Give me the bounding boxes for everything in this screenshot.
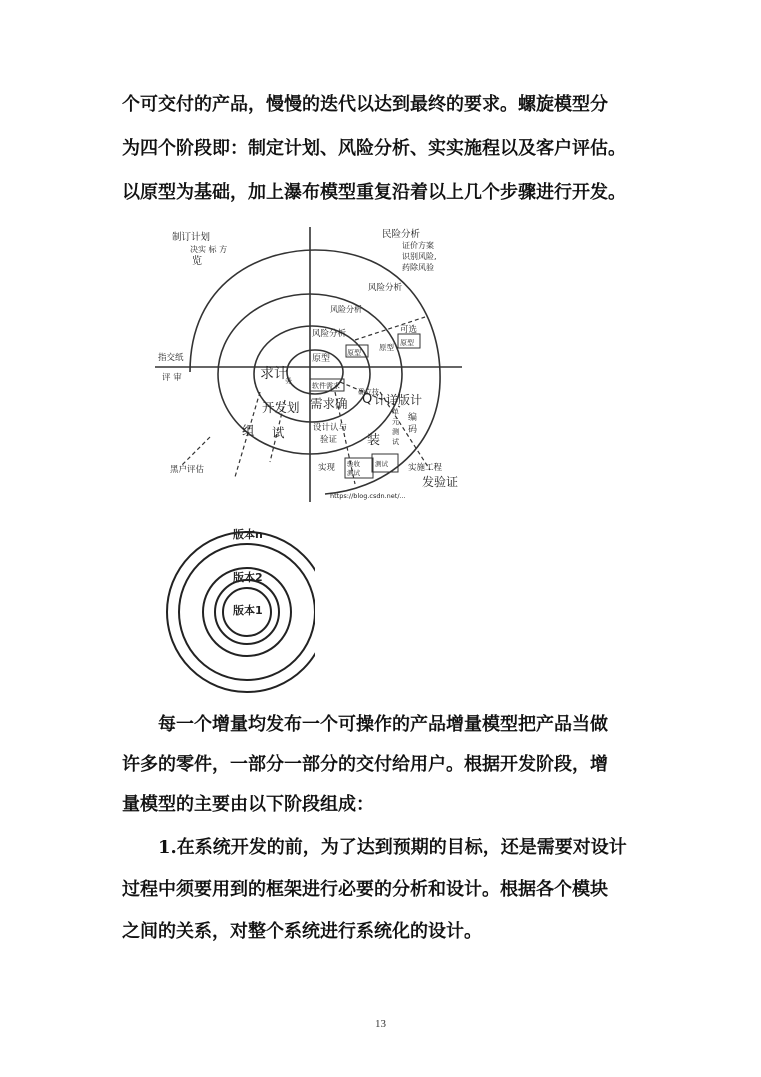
label-kaifa: 开发划 xyxy=(262,400,300,415)
label-version-2: 版本2 xyxy=(233,571,263,584)
label-dan-2: 元 xyxy=(392,418,399,426)
label-risk-sub2: 识别风险, xyxy=(402,252,437,261)
label-shi: 试 xyxy=(272,425,285,440)
label-plan-title: 制订计划 xyxy=(172,232,211,243)
label-test: 测试 xyxy=(375,460,388,468)
label-risk-4: 风险分析 xyxy=(312,329,347,339)
label-customer-eval: 黑户评估 xyxy=(170,465,205,475)
label-jixiang: 计详版计 xyxy=(374,393,423,407)
text-line: 过程中须要用到的框架进行必要的分析和设计。根据各个模块 xyxy=(122,879,608,900)
label-risk-title: 民险分析 xyxy=(382,229,421,240)
text-line: 为四个阶段即：制定计划、风险分析、实实施程以及客户评估。 xyxy=(122,138,626,159)
text-line: 之间的关系，对整个系统进行系统化的设计。 xyxy=(122,921,482,942)
text-line: 1.在系统开发的前，为了达到预期的目标，还是需要对设计 xyxy=(158,837,627,858)
text-line: 量模型的主要由以下阶段组成： xyxy=(122,794,374,815)
label-risk-sub3: 药除风验 xyxy=(402,263,434,272)
label-feasible-proto: 原型 xyxy=(400,339,414,347)
label-zu: 组 xyxy=(242,423,255,438)
label-dan-4: 试 xyxy=(392,438,399,446)
label-proto-b: 原型 xyxy=(347,349,361,357)
label-risk-3: 风险分析 xyxy=(330,305,362,314)
label-design-1: 设计认与 xyxy=(313,423,348,433)
label-xuqiu: 需求确 xyxy=(310,396,348,411)
label-version-n: 版本n xyxy=(233,528,263,541)
page-number: 13 xyxy=(375,1018,386,1030)
label-dan-1: 单 xyxy=(392,408,399,416)
label-submit-1: 指交纸 xyxy=(158,353,184,363)
label-faverify: 发验证 xyxy=(422,475,459,489)
label-risk-sub1: 证价方案 xyxy=(402,241,434,250)
label-software-req: 软件需求 xyxy=(312,382,340,390)
label-bian-1: 编 xyxy=(408,413,418,423)
watermark: https://blog.csdn.net/... xyxy=(330,492,406,500)
label-plan-glyph: 览 xyxy=(192,256,202,267)
versions-diagram xyxy=(155,518,315,718)
spiral-model-figure xyxy=(150,222,480,516)
text-line: 许多的零件，一部分一部分的交付给用户。根据开发阶段，增 xyxy=(122,754,608,775)
label-shixian: 实现 xyxy=(318,463,336,473)
label-acceptance-2: 测试 xyxy=(347,469,360,477)
label-zhuang: 装 xyxy=(367,433,381,448)
label-q: Q xyxy=(362,392,373,407)
label-proto-c: 原型 xyxy=(379,343,394,352)
text-line: 每一个增量均发布一个可操作的产品增量模型把产品当做 xyxy=(158,714,608,735)
label-proto-a: 原型 xyxy=(312,354,331,364)
label-confirm-tech: 确立技 xyxy=(358,388,379,396)
label-plan-sub: 决实 标 方 xyxy=(190,245,228,254)
label-bian-2: 码 xyxy=(408,425,418,435)
label-q-ji: 求计 xyxy=(260,366,288,382)
label-impl: 实施工程 xyxy=(408,463,443,473)
label-version-1: 版本1 xyxy=(233,604,263,617)
label-feasible: 可选 xyxy=(400,325,418,335)
spiral-diagram xyxy=(150,222,480,512)
label-risk-2: 风险分析 xyxy=(368,283,403,293)
label-acceptance-1: 验收 xyxy=(347,460,360,468)
text-line: 以原型为基础，加上瀑布模型重复沿着以上几个步骤进行开发。 xyxy=(122,182,626,203)
label-design-2: 验证 xyxy=(320,435,338,445)
incremental-versions-figure xyxy=(155,518,315,722)
label-submit-2: 评 审 xyxy=(162,373,182,383)
text-line: 个可交付的产品，慢慢的迭代以达到最终的要求。螺旋模型分 xyxy=(122,94,608,115)
label-dan-3: 测 xyxy=(392,428,399,436)
label-q-small: 务 xyxy=(285,377,292,385)
